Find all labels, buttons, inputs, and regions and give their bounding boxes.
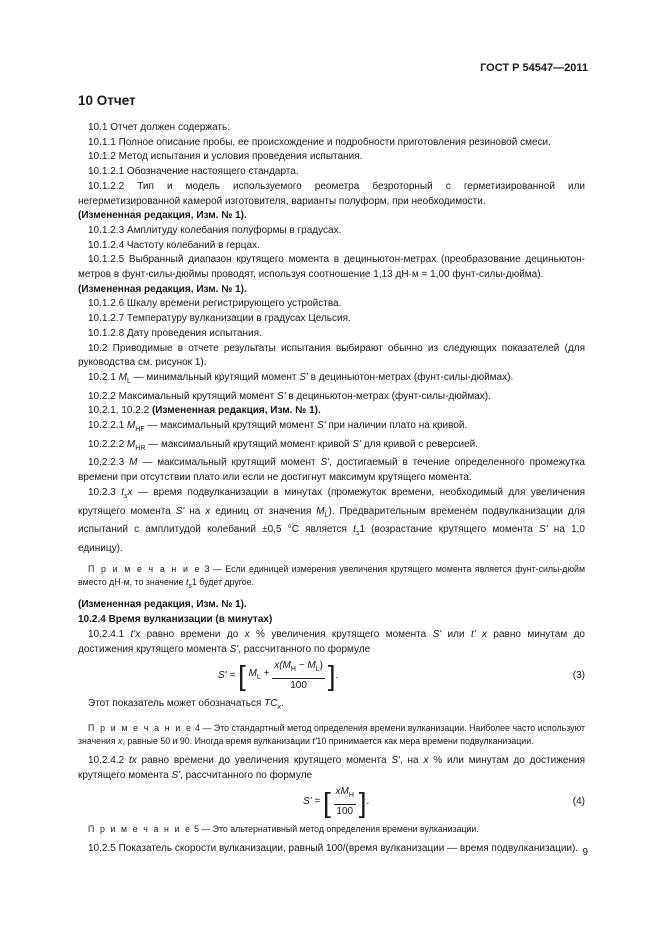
symbol: x (423, 754, 429, 766)
document-id: ГОСТ Р 54547—2011 (480, 62, 588, 74)
symbol: S' (316, 420, 326, 432)
text: , на (399, 754, 424, 766)
text: 10.1.2.6 Шкалу времени регистрирующего устройства. (88, 298, 342, 310)
subscript: HF (135, 426, 145, 434)
text: , равные 50 и 90. Иногда время вулканизации (122, 735, 313, 746)
denominator: 100 (336, 806, 354, 818)
symbol: S' (320, 457, 330, 469)
text: , рассчитанного по формуле (180, 769, 313, 781)
symbol: tx (128, 754, 137, 766)
paragraph (78, 136, 585, 151)
symbol: M (126, 438, 136, 450)
symbol: S' (229, 643, 239, 655)
paragraph (78, 239, 585, 254)
text: 10.2.5 Показатель скорости вулканизации, равный 100/(время вулканизации — время подвулканизации). (88, 843, 579, 855)
amendment-note (78, 283, 585, 298)
text: 10.2.4 Время вулканизации (в минутах) (78, 614, 273, 626)
subscript: L (126, 377, 131, 385)
paragraph (78, 486, 585, 557)
amendment-note: (Измененная редакция, Изм. № 1). (151, 405, 321, 417)
symbol: M (126, 420, 136, 432)
text: 10.1 Отчет должен содержать: (88, 122, 230, 133)
text: 10 принимается как мера времени подвулканизации. (316, 735, 534, 746)
formula-term (248, 668, 270, 682)
symbol: t (353, 524, 356, 536)
subscript: L (256, 674, 261, 682)
text: или (441, 628, 471, 640)
text: 10.2.3 (88, 486, 122, 498)
note-label: П р и м е ч а н и е (88, 563, 202, 574)
subscript: s (355, 530, 360, 538)
text: 3 — Если единицей измерения увеличения крутящего момента является фунт-силы-дюйм вместо дН·м, то значение (78, 563, 586, 587)
subscript: H (290, 666, 296, 674)
symbol: t' x (470, 628, 488, 640)
symbol: x (244, 628, 250, 640)
symbol: t (121, 486, 124, 498)
subsection-title (78, 613, 585, 628)
paragraph (78, 165, 585, 180)
text: 10.1.2.5 Выбранный диапазон крутящего момента в дециньютон-метрах (преобразование дециньютон-метров в фунт-силы-дюймы проводят, используя соотношение 1,13 дН·м = 1,00 фунт-силы-дюйма). (78, 254, 585, 281)
page-number: 9 (582, 847, 588, 858)
paragraph (78, 371, 585, 390)
text: 10.1.2.1 Обозначение настоящего стандарта. (88, 166, 299, 178)
paragraph (78, 419, 585, 438)
paragraph (78, 312, 585, 327)
symbol: M (129, 457, 138, 469)
symbol: TC (264, 698, 278, 710)
symbol: M (248, 668, 257, 680)
text: — время подвулканизации в минутах (промежуток времени, необходимый для увеличения крутящего момента (78, 486, 585, 517)
note-label: П р и м е ч а н и е (88, 824, 192, 835)
symbol: S' (391, 754, 400, 766)
symbol: S' (299, 371, 308, 383)
text: 10.1.2.7 Температуру вулканизации в градусах Цельсия. (88, 313, 351, 325)
text: , достигаемый в течение определенного промежутка времени при отсутствии плато или если не достигнут максимум крутящего момента. (78, 457, 585, 484)
text: 10.1.2.3 Амплитуду колебания полуформы в градусах. (88, 224, 342, 236)
note-4 (78, 722, 585, 748)
text: — максимальный крутящий момент (144, 420, 317, 432)
text: равно времени до увеличения крутящего момента (136, 754, 392, 766)
right-bracket: ] (327, 660, 336, 692)
symbol: S' (276, 390, 286, 402)
paragraph (78, 754, 585, 783)
formula-4 (78, 783, 585, 823)
formula-4-body: S' = [ $\frac{xM_H}{100}$ ]. (303, 785, 369, 819)
subscript: H (348, 792, 354, 800)
text: (Измененная редакция, Изм. № 1). (78, 210, 247, 222)
symbol: S' (171, 769, 181, 781)
text: 10.2.4.1 (88, 628, 131, 640)
paragraph (78, 697, 585, 716)
amendment-note (78, 598, 585, 613)
symbol: x (205, 505, 211, 517)
text: — максимальный крутящий момент (137, 457, 321, 469)
text: равно времени до (140, 628, 245, 640)
text: 10.1.1 Полное описание пробы, ее происхождение и подробности приготовления резиновой смеси. (88, 136, 551, 148)
text: 10.2.2 Максимальный крутящий момент (88, 390, 277, 402)
paragraph (78, 327, 585, 342)
text: (Измененная редакция, Изм. № 1). (78, 599, 247, 611)
numerator (272, 659, 325, 679)
subscript: s (124, 492, 128, 500)
formula-lhs: S' = (218, 670, 236, 682)
text: 4 — Это стандартный метод определения времени вулканизации. Наиболее часто используют значения (78, 722, 586, 746)
text: 10.1.2.2 Тип и модель используемого реометра безроторный с герметизированной или негерметизированной камерой изготовителя, варианты полуформ, при необходимости. (78, 180, 585, 207)
symbol: t'x (130, 628, 141, 640)
denominator: 100 (290, 679, 307, 691)
paragraph (78, 121, 585, 136)
text: − M (295, 660, 316, 672)
symbol: x (127, 486, 133, 498)
fraction (334, 785, 356, 819)
text: в дециньютон-метрах (фунт-силы-дюймах). (307, 371, 514, 383)
text: на (184, 505, 206, 517)
amendment-note (78, 209, 585, 224)
text: ) (319, 660, 323, 672)
numerator (334, 785, 356, 805)
text: 10.2.2.3 (88, 457, 130, 469)
text: (Измененная редакция, Изм. № 1). (78, 283, 247, 295)
text: x(M (274, 660, 291, 672)
note-3 (78, 563, 585, 593)
document-body (78, 121, 585, 857)
paragraph (78, 438, 585, 457)
operator: + (263, 668, 270, 680)
left-bracket: [ (322, 786, 331, 818)
subscript: s (188, 582, 192, 590)
symbol: x (118, 735, 123, 746)
paragraph (78, 390, 585, 405)
paragraph (78, 150, 585, 165)
text: % или минутам до достижения крутящего момента (78, 754, 585, 781)
note-5 (78, 823, 585, 836)
paragraph (78, 224, 585, 239)
text: % увеличения крутящего момента (249, 628, 433, 640)
text: 10.2.1 (88, 371, 119, 383)
symbol: S' (432, 628, 442, 640)
formula-number: (3) (572, 670, 585, 682)
text: . (281, 698, 284, 710)
subscript: L (324, 511, 329, 519)
formula-lhs: S' = (303, 796, 321, 808)
paragraph (78, 456, 585, 485)
text: для кривой с реверсией. (361, 438, 479, 450)
paragraph (78, 297, 585, 312)
symbol: M (316, 505, 325, 517)
text: 10.2 Приводимые в отчете результаты испытания выбирают обычно из следующих показателей (для руководства см. рисунок 1). (78, 342, 585, 369)
text: единиц от значения (210, 505, 317, 517)
subscript: x (277, 704, 281, 712)
text: 10.1.2.4 Частоту колебаний в герцах. (88, 239, 260, 251)
text: 1 (возрастание крутящего момента (359, 524, 540, 536)
symbol: M (118, 371, 127, 383)
text: ). Предварительным временем подвулканизации для испытаний с амплитудой колебаний ±0,5 °С является (78, 505, 586, 536)
paragraph (78, 342, 585, 371)
symbol: S' (352, 438, 362, 450)
paragraph (78, 253, 585, 282)
symbol: S' (539, 524, 548, 536)
formula-3 (78, 657, 585, 697)
text: равно минутам до достижения крутящего момента (78, 628, 585, 655)
text: 10.2.2.1 (88, 420, 127, 432)
symbol: S' (175, 505, 185, 517)
text: Этот показатель может обозначаться (88, 698, 265, 710)
left-bracket: [ (237, 660, 246, 692)
section-title: 10 Отчет (78, 93, 136, 108)
symbol: t' (312, 735, 317, 746)
text: , рассчитанного по формуле (238, 643, 371, 655)
text: в дециньютон-метрах (фунт-силы-дюймах). (285, 390, 491, 402)
formula-3-body: S' = [ $M_L$ + $\frac{x(M_H - M_L)}{100}$ ]. (218, 659, 338, 693)
symbol: t (185, 576, 189, 587)
right-bracket: ] (358, 786, 367, 818)
text: на 1,0 единицу). (78, 524, 585, 554)
text: 10.1.2 Метод испытания и условия проведения испытания. (88, 151, 363, 163)
note-label: П р и м е ч а н и е (88, 722, 193, 733)
text: 1 будет другое. (191, 576, 255, 587)
text: 10.1.2.8 Дату проведения испытания. (88, 327, 262, 339)
paragraph (78, 180, 585, 209)
text: — максимальный крутящий момент кривой (145, 438, 353, 450)
paragraph (78, 404, 585, 419)
text: 10.2.2.2 (88, 438, 127, 450)
text: 10.2.4.2 (88, 754, 129, 766)
subscript: L (315, 666, 320, 674)
paragraph (78, 628, 585, 657)
subscript: HR (135, 444, 146, 452)
text: — минимальный крутящий момент (130, 371, 300, 383)
formula-number: (4) (572, 796, 585, 808)
text: при наличии плато на кривой. (325, 420, 468, 432)
text: 5 — Это альтернативный метод определения времени вулканизации. (194, 824, 479, 835)
fraction (272, 659, 325, 693)
text: xM (335, 786, 349, 798)
text: 10.2.1, 10.2.2 (88, 405, 152, 417)
paragraph (78, 842, 585, 857)
